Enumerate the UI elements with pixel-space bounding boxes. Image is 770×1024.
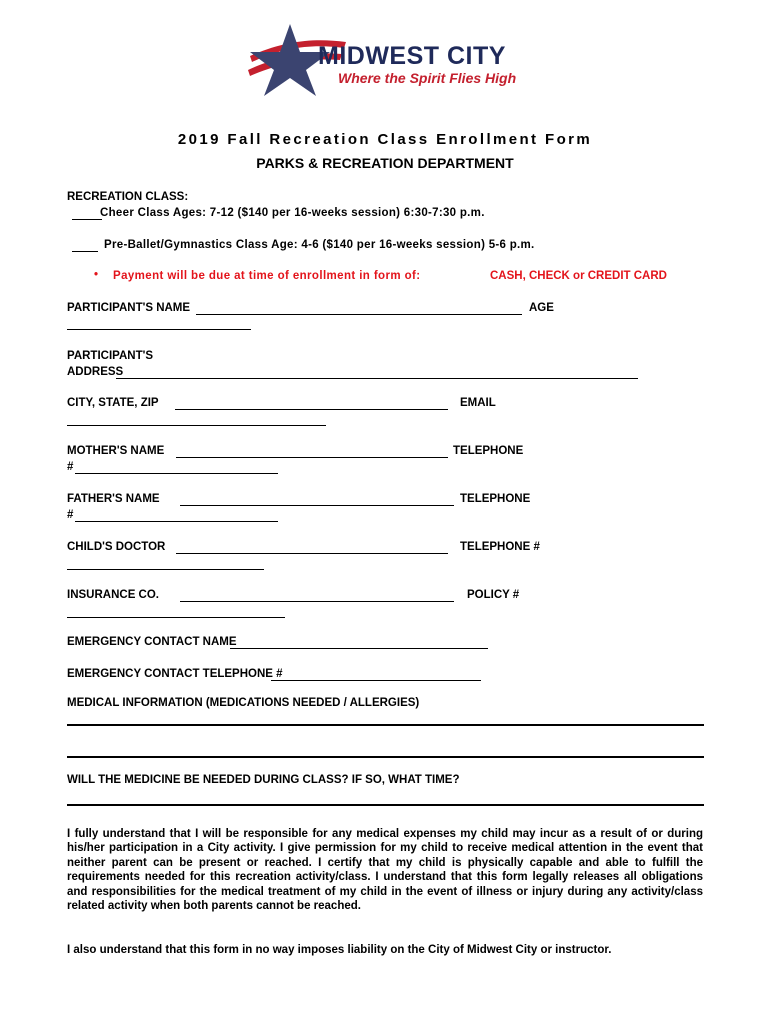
medical-info-line-2[interactable] [67, 756, 704, 758]
department-subtitle: PARKS & RECREATION DEPARTMENT [256, 155, 514, 171]
liability-paragraph: I fully understand that I will be responsible for any medical expenses my child may incur as a result of or during his/her participation in a City activity. I give permission for my child to receive medical attention in the event that neither parent can be present or reached. I certify that my child is physically capable and able to fulfill the requirements needed for this recreation activity/class. I understand that this form legally releases all obligations and responsibilities for the medical treatment of my child in the event of illness or injury during any activity/class related activity when both parents cannot be reached. [67, 828, 703, 913]
logo-name: MIDWEST CITY [318, 42, 506, 70]
fathers-name-label: FATHER'S NAME [67, 493, 160, 505]
policy-label: POLICY # [467, 589, 520, 601]
policy-input[interactable] [67, 617, 285, 618]
childs-doctor-input[interactable] [176, 553, 448, 554]
participant-address-label-2: ADDRESS [67, 366, 124, 378]
fathers-telephone-input[interactable] [75, 521, 278, 522]
recreation-class-heading: RECREATION CLASS: [67, 191, 189, 203]
form-title: 2019 Fall Recreation Class Enrollment Form [177, 131, 593, 148]
ballet-checkbox-line[interactable] [72, 251, 98, 252]
age-label: AGE [529, 302, 554, 314]
email-input[interactable] [67, 425, 326, 426]
cheer-checkbox-line[interactable] [72, 219, 102, 220]
mothers-telephone-input[interactable] [75, 473, 278, 474]
logo-tagline: Where the Spirit Flies High [338, 70, 517, 86]
participant-address-label-1: PARTICIPANT'S [67, 350, 154, 362]
payment-label: Payment will be due at time of enrollment in form of: [113, 270, 421, 282]
liability-statement: I also understand that this form in no way imposes liability on the City of Midwest City or instructor. [67, 944, 612, 956]
mothers-name-input[interactable] [176, 457, 448, 458]
city-state-zip-input[interactable] [175, 409, 448, 410]
email-label: EMAIL [460, 397, 496, 409]
doctor-telephone-label: TELEPHONE # [460, 541, 540, 553]
payment-methods: CASH, CHECK or CREDIT CARD [490, 270, 667, 282]
city-state-zip-label: CITY, STATE, ZIP [67, 397, 159, 409]
emergency-contact-phone-input[interactable] [271, 680, 481, 681]
medical-info-label: MEDICAL INFORMATION (MEDICATIONS NEEDED / ALLERGIES) [67, 697, 420, 709]
age-input[interactable] [67, 329, 251, 330]
medicine-time-line[interactable] [67, 804, 704, 806]
childs-doctor-label: CHILD'S DOCTOR [67, 541, 166, 553]
fathers-hash-label: # [67, 509, 74, 521]
doctor-telephone-input[interactable] [67, 569, 264, 570]
medical-info-line-1[interactable] [67, 724, 704, 726]
emergency-contact-name-input[interactable] [230, 648, 488, 649]
bullet-icon: • [94, 269, 99, 281]
fathers-telephone-label: TELEPHONE [460, 493, 531, 505]
ballet-class-option: Pre-Ballet/Gymnastics Class Age: 4-6 ($140 per 16-weeks session) 5-6 p.m. [104, 239, 535, 251]
participant-name-input[interactable] [196, 314, 522, 315]
participant-name-label: PARTICIPANT'S NAME [67, 302, 191, 314]
emergency-contact-name-label: EMERGENCY CONTACT NAME [67, 636, 237, 648]
emergency-contact-phone-label: EMERGENCY CONTACT TELEPHONE # [67, 668, 283, 680]
insurance-input[interactable] [180, 601, 454, 602]
fathers-name-input[interactable] [180, 505, 454, 506]
mothers-hash-label: # [67, 461, 74, 473]
insurance-label: INSURANCE CO. [67, 589, 160, 601]
mothers-name-label: MOTHER'S NAME [67, 445, 165, 457]
mothers-telephone-label: TELEPHONE [453, 445, 524, 457]
cheer-class-option: Cheer Class Ages: 7-12 ($140 per 16-weeks session) 6:30-7:30 p.m. [100, 207, 485, 219]
midwest-city-logo [246, 18, 526, 98]
medicine-time-label: WILL THE MEDICINE BE NEEDED DURING CLASS? IF SO, WHAT TIME? [67, 774, 460, 786]
address-input[interactable] [116, 378, 638, 379]
